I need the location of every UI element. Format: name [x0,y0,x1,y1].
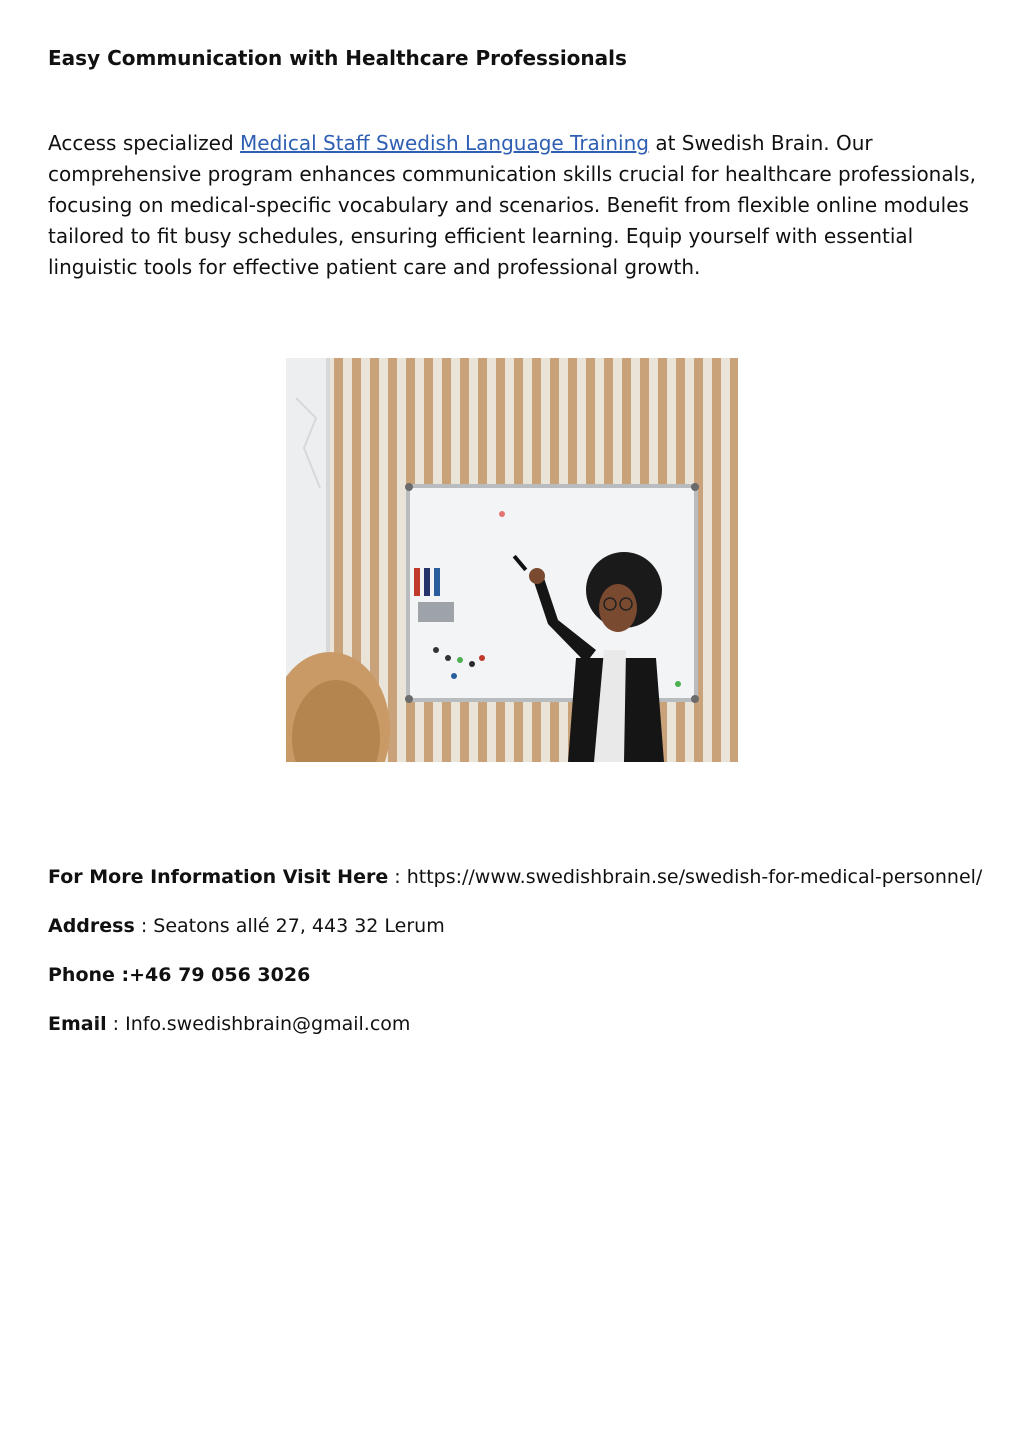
more-info-url: : https://www.swedishbrain.se/swedish-for-medical-personnel/ [388,866,983,888]
intro-text-before: Access specialized [48,131,241,155]
phone-label: Phone :+46 79 056 3026 [48,964,311,986]
email-label: Email [48,1013,107,1035]
email-line [48,1013,1008,1035]
training-link[interactable]: Medical Staff Swedish Language Training [240,131,649,155]
more-info-line [48,866,1008,888]
page-title: Easy Communication with Healthcare Professionals [48,46,627,70]
address-label: Address [48,915,135,937]
intro-text-after: at Swedish Brain. Our comprehensive program enhances communication skills crucial for healthcare professionals, focusing on medical-specific vocabulary and scenarios. Benefit from flexible online modules tailored to fit busy schedules, ensuring efficient learning. Equip yourself with essential linguistic tools for effective patient care and professional growth. [48,131,976,279]
address-value: : Seatons allé 27, 443 32 Lerum [134,915,445,937]
more-info-label: For More Information Visit Here [48,866,389,888]
address-line [48,915,1008,937]
email-value: : Info.swedishbrain@gmail.com [106,1013,411,1035]
phone-line [48,964,1008,986]
presentation-photo [286,358,738,762]
intro-paragraph [48,128,978,283]
